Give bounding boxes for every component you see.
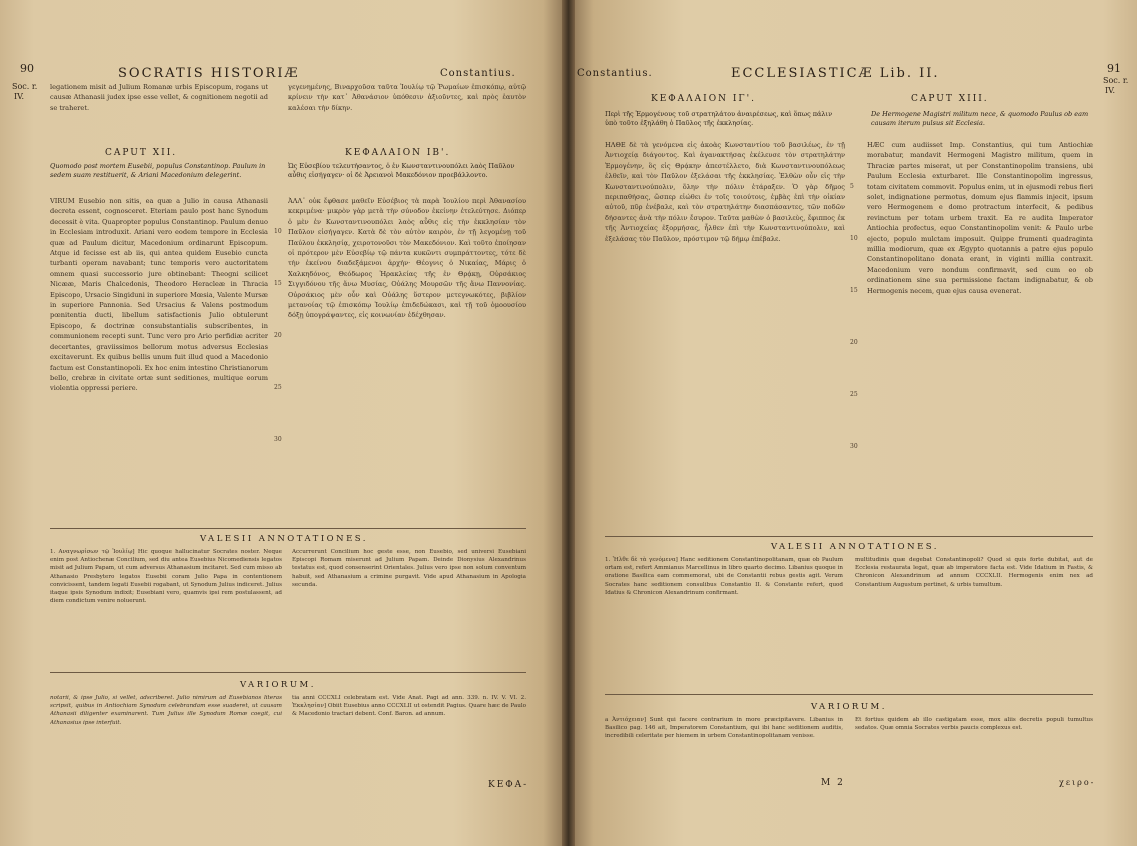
running-head: SOCRATIS HISTORIÆ	[118, 66, 300, 81]
latin-chapter-text: HÆC cum audiisset Imp. Constantius, qui tum Antiochiæ morabatur, mandavit Hermogeni Magistro militum, quem in Thraciæ partes miserat, ut per Constantinopolim transiens, ubi Paulum Ecclesia exturbaret. Ille Constantinopolim ingressus, totam civitatem commovit. Populus enim, ut in ejusmodi rebus fieri solet, indignatione permotus, domum ejus flammis injecit, ipsum vero Hermogenem e domo protractum interfecit, & pedibus revinctum per totam urbem traxit. Ea re audita Imperator Antiochia profectus, equo Constantinopolim venit: & Paulo urbe ejecto, populo mulctam imposuit. Quippe frumenti quadraginta millia modiorum, quæ ex Ægypto quotannis a patre ejus populo Constantinopolitano donata erant, in viginti millia contraxit. Macedonium vero nondum confirmavit, sed cum eo ob ordinationem sine sua permissione factam indignabatur, & ob Hermogenis necem, quæ ejus causa evenerat.	[867, 141, 1093, 295]
annotations-column: 1. Ἦλθε δὲ τὰ γενόμενα] Hanc seditionem Constantinopolitanam, quæ ob Paulum ortam est, refert Ammianus Marcellinus in libro quarto decimo. Libanius quoque in oratione Basilica eam commemorat, ubi de Constantii rebus gestis agit. Verum Socrates hanc seditionem consulibus Constantio II. & Constante refert, quod Idatius & Chronicon Alexandrinum confirmant.	[605, 557, 843, 596]
top-greek-fragment: γεγενημένης, Βιναρχοῦσα ταῦτα Ἰουλίῳ τῷ Ῥωμαίων ἐπισκόπῳ, αὐτῷ κρίνειν τὴν κατ᾿ Ἀθανάσιον ὑπόθεσιν ἀξιοῦντες, καὶ πρὸς ἑαυτὸν καλέσαι τὴν δίκην.	[288, 83, 526, 112]
latin-chapter-text: VIRUM Eusebio non sitis, ea quæ a Julio in causa Athanasii decreta essent, cognosceret. Eteriam paulo post hanc Synodum decessit è vita. Quapropter populus Constantinop. Paulum denuo in Ecclesiam introduxit. Ariani vero eodem tempore in Ecclesia quæ ad Paulum dicitur, Macedonium ordinarunt Episcopum. Atque id fecisse est ab iis, qui antea quidem Eusebio cuncta turbanti operam navabant; tunc temporis vero auctoritatem omnem quasi successorio jure obtinebant: Theogni scilicet Nicææ, Maris Chalcedonis, Theodoro Heracleæ in Thracia Episcopo, Ursacio Singiduni in superiore Mœsia, Valente Mursæ in superiore Pannonia. Sed Ursacius & Valens postmodum pœnitentia ducti, libellum satisfactionis Julio obtulerunt Episcopo, & doctrinæ consubstantialis subscribentes, in communionem recepti sunt. Tunc vero pro Ario perfidiæ acriter decertantes, graviissimos bellorum motus adversus Ecclesias excitaverunt. Ex quibus bellis unum fuit illud quod a Macedonio factum est Constantinopoli. Ex hoc enim intestino Christianorum bello, crebræ in civitate ortæ sunt seditiones, multique eorum violentia oppressi periere.	[50, 197, 268, 393]
variorum-heading: VARIORUM.	[240, 680, 316, 690]
annotations-heading: VALESII ANNOTATIONES.	[200, 534, 369, 544]
page-number: 90	[20, 62, 34, 75]
greek-chapter-text: ΗΛΘΕ δὲ τὰ γενόμενα εἰς ἀκοὰς Κωνσταντίου τοῦ βασιλέως, ἐν τῇ Ἀντιοχείᾳ διάγοντος. Καὶ ἀγανακτήσας ἐκέλευσε τὸν στρατηλάτην Ἑρμογένην, ὃς εἰς Θρᾴκην ἀπεστέλλετο, διὰ Κωνσταντινουπόλεως ἐλθεῖν, καὶ τὸν Παῦλον ἐξελάσαι τῆς ἐκκλησίας. Ἐλθὼν οὖν εἰς τὴν Κωνσταντινούπολιν, ὅλην τὴν πόλιν ἐτάραξεν. Ὁ γὰρ δῆμος περιπαθήσας, ὥσπερ εἰώθει ἐν τοῖς τοιούτοις, ἐμβὰς ἐπὶ τὴν οἰκίαν αὐτοῦ, πῦρ ἐνέβαλε, καὶ τὸν στρατηλάτην διασπάσαντες, τῶν ποδῶν δήσαντες ἀνὰ τὴν πόλιν ἔσυρον. Ταῦτα μαθὼν ὁ βασιλεὺς, ἔφιππος ἐκ τῆς Ἀντιοχείας ἐξορμήσας, ἦλθεν ἐπὶ τὴν Κωνσταντινούπολιν, καὶ ἐξελάσας τὸν Παῦλον, πρόστιμον τῷ δήμῳ ἐπέβαλε.	[605, 141, 845, 243]
variorum-column: a Ἀντιόχειαν] Sunt qui facere contrarium in more præcipitavere. Libanius in Basilico pag. 146 ait, Imperatorem Constantium, qui ibi hanc seditionem auditis, incredibili celeritate per hiemem in urbem Constantinopolitanam venisse.	[605, 717, 843, 740]
latin-chapter-heading: CAPUT XIII.	[911, 94, 989, 104]
annotations-column: Accurrerunt Concilium hoc geste esse, non Eusebio, sed universi Eusebiani Episcopi Romam miserunt ad Julium Papam. Deinde Dionysius Alexandrinus testatus est, quod consenserint Orientales. Julius vero ipse non solum conventum habuit, sed Athanasium a crimine purgavit. Vide apud Athanasium in Apologia secunda.	[292, 549, 526, 588]
greek-chapter-summary: Ὡς Εὐσεβίου τελευτήσαντος, ὁ ἐν Κωνσταντινουπόλει λαὸς Παῦλον αὖθις εἰσήγαγεν· οἱ δὲ Ἀρειανοὶ Μακεδόνιον προεβάλλοντο.	[288, 162, 515, 179]
latin-chapter-heading: CAPUT XII.	[105, 148, 178, 158]
signature-mark: M 2	[821, 778, 845, 788]
catchword: χειρο-	[1059, 778, 1096, 787]
margin-note: Soc. r.	[12, 82, 38, 91]
left-page	[0, 0, 566, 846]
divider	[605, 694, 1093, 695]
greek-chapter-summary: Περὶ τῆς Ἑρμογένους τοῦ στρατηλάτου ἀναιρέσεως, καὶ ὅπως πάλιν ὑπὸ τοῦτο ἐξηλάθη ὁ Παῦλος τῆς ἐκκλησίας.	[605, 110, 833, 127]
margin-note: IV.	[1105, 86, 1116, 95]
line-numbers: 5 10 15 20 25 30	[850, 182, 858, 450]
divider	[50, 672, 526, 673]
annotations-column: multitudinis quæ degebat Constantinopoli? Quod si quis forte dubitat, aut de Ecclesia restaurata legat, quæ ab imperatore facta est. Vide Idatium in Fastis, & Chronicon Alexandrinum ad annum CCCXLII. Hermogenis enim nex ad Constantium Augustum pertinet, & urbis tumultum.	[855, 557, 1093, 588]
margin-note: IV.	[14, 92, 25, 101]
running-head: ECCLESIASTICÆ Lib. II.	[731, 66, 940, 81]
page-number: 91	[1107, 62, 1121, 75]
divider	[50, 528, 526, 529]
variorum-column: tia anni CCCXLI celebratam est. Vide Anat. Pagi ad ann. 339. n. IV. V. VI. 2. Ἐκκλησίαν] Obiit Eusebius anno CCCXLII ut ostendit Pagius. Quare hæc de Paulo & Macedonio tractari debent. Conf. Baron. ad annum.	[292, 695, 526, 718]
variorum-column: Et fortius quidem ab illo castigatam esse, mox aliis decretis populi tumultus sedatos. Quæ omnia Socrates verbis paucis complexus est.	[855, 717, 1093, 732]
book-gutter	[562, 0, 575, 846]
latin-chapter-summary: Quomodo post mortem Eusebii, populus Constantinop. Paulum in sedem suam restituerit, & Ariani Macedonium delegerint.	[50, 162, 266, 179]
variorum-heading: VARIORUM.	[811, 702, 887, 712]
catchword: ΚΕΦΑ-	[488, 780, 529, 790]
greek-chapter-heading: ΚΕΦΑΛΑΙΟΝ ΙΓ'.	[651, 94, 756, 104]
annotations-column: 1. Αναγνωρίσων τῷ Ἰουλίῳ] Hic quoque hallucinatur Socrates noster. Neque enim post Antiochenæ Concilium, sed diu antea Eusebius Nicomediensis legatos misit ad Julium Papam, ut cum adversus Athanasium incitaret. Sed cum misso ab Athanasio Presbytero legatos Eusebii coram Julio Papa in contentionem convicissent, tandem legati Eusebii rogabant, ut Synodum Julius indiceret. Julius itaque ipsis Synodum indixit; Eusebiani vero, quamvis ipsi rem postulassent, ad diem condictum venire noluerunt.	[50, 549, 282, 605]
line-numbers: 10 15 20 25 30	[274, 228, 282, 444]
latin-chapter-summary: De Hermogene Magistri militum nece, & quomodo Paulus ob eam causam iterum pulsus sit Ecclesia.	[871, 110, 1089, 127]
running-head-emperor: Constantius.	[577, 68, 653, 79]
greek-chapter-heading: ΚΕΦΑΛΑΙΟΝ ΙΒ'.	[345, 148, 451, 158]
right-page	[571, 0, 1137, 846]
margin-note: Soc. r.	[1103, 76, 1129, 85]
top-latin-fragment: legationem misit ad Julium Romanæ urbis Episcopum, rogans ut causæ Athanasii judex ipse esse vellet, & cognitionem negotii ad se traheret.	[50, 83, 268, 112]
greek-chapter-text: ἈΛΛ᾿ οὐκ ἔφθασε μαθεῖν Εὐσέβιος τὰ παρὰ Ἰουλίου περὶ Ἀθανασίου κεκριμένα· μικρὸν γὰρ μετὰ τὴν σύνοδον ἐκείνην ἐτελεύτησε. Διόπερ ὁ μὲν ἐν Κωνσταντινουπόλει λαὸς αὖθις εἰς τὴν ἐκκλησίαν τὸν Παῦλον εἰσήγαγεν. Κατὰ δὲ τὸν αὐτὸν καιρὸν, ἐν τῇ λεγομένῃ τοῦ Παύλου ἐκκλησίᾳ, χειροτονοῦσι τὸν Μακεδόνιον. Καὶ τοῦτο ἐποίησαν οἱ πρότερον μὲν Εὐσεβίῳ τῷ πάντα κυκῶντι συμπράττοντες, τότε δὲ τὴν ἐκείνου διαδεξάμενοι ἀρχήν· Θέογνις ὁ Νικαίας, Μάρις ὁ Χαλκηδόνος, Θεόδωρος Ἡρακλείας τῆς ἐν Θρᾴκῃ, Οὐρσάκιος Σιγγιδόνου τῆς ἄνω Μυσίας, Οὐάλης Μουρσῶν τῆς ἄνω Παννονίας. Οὐρσάκιος μὲν οὖν καὶ Οὐάλης ὕστερον μετεγνωκότες, βιβλίον μετανοίας τῷ ἐπισκόπῳ Ἰουλίῳ ἐπιδεδώκασι, καὶ τῇ τοῦ ὁμοουσίου δόξῃ ὑπογράψαντες, εἰς κοινωνίαν ἐδέχθησαν.	[288, 197, 526, 320]
annotations-heading: VALESII ANNOTATIONES.	[771, 542, 940, 552]
running-head-emperor: Constantius.	[440, 68, 516, 79]
divider	[605, 536, 1093, 537]
variorum-column: notarii, & ipse Julio, si vellet, adscriberet. Julio nimirum ad Eusebianos literas scripsit, quibus in Antiochiam Synodum celebrandam esse suaderet, ut causam Athanasii diligenter examinarent. Tum Julius ille Synodum Romæ coegit, cui Athanasius ipse interfuit.	[50, 695, 282, 726]
